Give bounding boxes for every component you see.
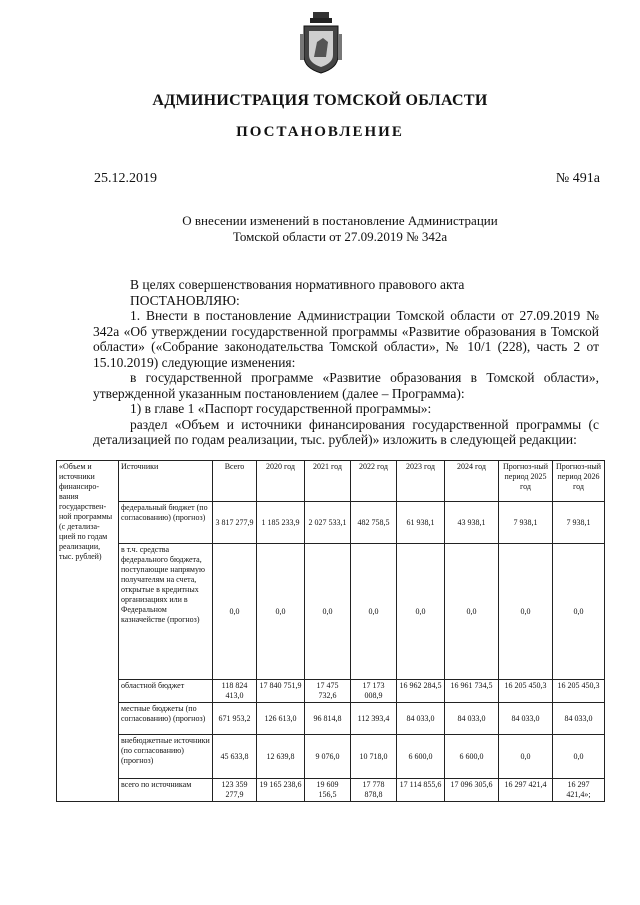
value-cell: 17 840 751,9	[257, 680, 305, 703]
document-subject	[120, 213, 560, 245]
document-date: 25.12.2019	[94, 171, 157, 186]
value-cell: 17 475 732,6	[305, 680, 351, 703]
value-cell: 7 938,1	[553, 502, 605, 544]
document-number: № 491а	[555, 171, 600, 186]
value-cell: 123 359 277,9	[213, 779, 257, 802]
table-row-total	[57, 779, 605, 802]
source-cell: федеральный бюджет (по согласованию) (прогноз)	[119, 502, 213, 544]
document-body	[93, 277, 599, 448]
value-cell: 17 778 878,8	[351, 779, 397, 802]
header-cell: 2022 год	[351, 461, 397, 502]
header-cell: 2023 год	[397, 461, 445, 502]
table-row	[57, 703, 605, 735]
table-header-row	[57, 461, 605, 502]
value-cell: 16 205 450,3	[499, 680, 553, 703]
source-cell: всего по источникам	[119, 779, 213, 802]
header-cell: Прогноз-ный период 2025 год	[499, 461, 553, 502]
value-cell: 16 962 284,5	[397, 680, 445, 703]
header-cell: 2021 год	[305, 461, 351, 502]
table-row	[57, 544, 605, 680]
paragraph-chapter: 1) в главе 1 «Паспорт государственной программы»:	[130, 401, 432, 416]
value-cell: 6 600,0	[445, 735, 499, 779]
header-cell: Источники	[119, 461, 213, 502]
table-row	[57, 502, 605, 544]
value-cell: 0,0	[213, 544, 257, 680]
value-cell: 0,0	[257, 544, 305, 680]
source-cell: областной бюджет	[119, 680, 213, 703]
source-cell: внебюджетные источники (по согласованию) (прогноз)	[119, 735, 213, 779]
value-cell: 0,0	[305, 544, 351, 680]
source-cell: в т.ч. средства федерального бюджета, поступающие напрямую получателям на счета, открытые в кредитных организациях или в Федеральном казначействе (прогноз)	[119, 544, 213, 680]
paragraph-section: раздел «Объем и источники финансирования государственной программы (с детализацией по годам реализации, тыс. рублей)» изложить в следующей редакции:	[93, 416, 599, 447]
value-cell: 1 185 233,9	[257, 502, 305, 544]
value-cell: 0,0	[499, 735, 553, 779]
header-cell: 2020 год	[257, 461, 305, 502]
value-cell: 0,0	[499, 544, 553, 680]
value-cell: 6 600,0	[397, 735, 445, 779]
value-cell: 9 076,0	[305, 735, 351, 779]
table-row-label: «Объем и источники финансиро-вания государствен-ной программы (с детализа-цией по годам реализации, тыс. рублей)	[57, 461, 119, 802]
value-cell: 2 027 533,1	[305, 502, 351, 544]
value-cell: 118 824 413,0	[213, 680, 257, 703]
value-cell: 17 096 305,6	[445, 779, 499, 802]
paragraph-program: в государственной программе «Развитие образования в Томской области», утвержденной указанным постановлением (далее – Программа):	[93, 370, 599, 401]
source-cell: местные бюджеты (по согласованию) (прогноз)	[119, 703, 213, 735]
value-cell: 10 718,0	[351, 735, 397, 779]
value-cell: 126 613,0	[257, 703, 305, 735]
value-cell: 0,0	[445, 544, 499, 680]
value-cell: 16 205 450,3	[553, 680, 605, 703]
value-cell: 17 173 008,9	[351, 680, 397, 703]
value-cell: 84 033,0	[499, 703, 553, 735]
header-cell: Всего	[213, 461, 257, 502]
value-cell: 16 961 734,5	[445, 680, 499, 703]
subject-line-1: О внесении изменений в постановление Администрации	[182, 213, 498, 228]
value-cell: 96 814,8	[305, 703, 351, 735]
value-cell: 0,0	[351, 544, 397, 680]
value-cell: 12 639,8	[257, 735, 305, 779]
value-cell: 84 033,0	[397, 703, 445, 735]
paragraph-item-1: 1. Внести в постановление Администрации Томской области от 27.09.2019 № 342а «Об утверждении государственной программы «Развитие образования в Томской области» («Собрание законодательства Томской области», № 10/1 (228), часть 2 от 15.10.2019) следующие изменения:	[93, 308, 599, 370]
subject-line-2: Томской области от 27.09.2019 № 342а	[232, 229, 448, 244]
value-cell: 671 953,2	[213, 703, 257, 735]
value-cell: 61 938,1	[397, 502, 445, 544]
value-cell: 16 297 421,4	[499, 779, 553, 802]
value-cell: 0,0	[553, 735, 605, 779]
value-cell: 16 297 421,4»;	[553, 779, 605, 802]
value-cell: 7 938,1	[499, 502, 553, 544]
organization-title: АДМИНИСТРАЦИЯ ТОМСКОЙ ОБЛАСТИ	[152, 92, 488, 109]
value-cell: 17 114 855,6	[397, 779, 445, 802]
document-type: ПОСТАНОВЛЕНИЕ	[236, 124, 404, 140]
value-cell: 0,0	[397, 544, 445, 680]
paragraph-purpose: В целях совершенствования нормативного правового акта	[130, 277, 465, 292]
value-cell: 112 393,4	[351, 703, 397, 735]
table-row	[57, 735, 605, 779]
value-cell: 84 033,0	[445, 703, 499, 735]
table-row	[57, 680, 605, 703]
coat-of-arms-icon	[300, 12, 342, 74]
value-cell: 45 633,8	[213, 735, 257, 779]
value-cell: 19 165 238,6	[257, 779, 305, 802]
header-cell: Прогноз-ный период 2026 год	[553, 461, 605, 502]
value-cell: 43 938,1	[445, 502, 499, 544]
value-cell: 0,0	[553, 544, 605, 680]
header-cell: 2024 год	[445, 461, 499, 502]
value-cell: 3 817 277,9	[213, 502, 257, 544]
value-cell: 84 033,0	[553, 703, 605, 735]
value-cell: 19 609 156,5	[305, 779, 351, 802]
paragraph-decree: ПОСТАНОВЛЯЮ:	[130, 292, 240, 308]
value-cell: 482 758,5	[351, 502, 397, 544]
financing-table	[56, 460, 605, 802]
